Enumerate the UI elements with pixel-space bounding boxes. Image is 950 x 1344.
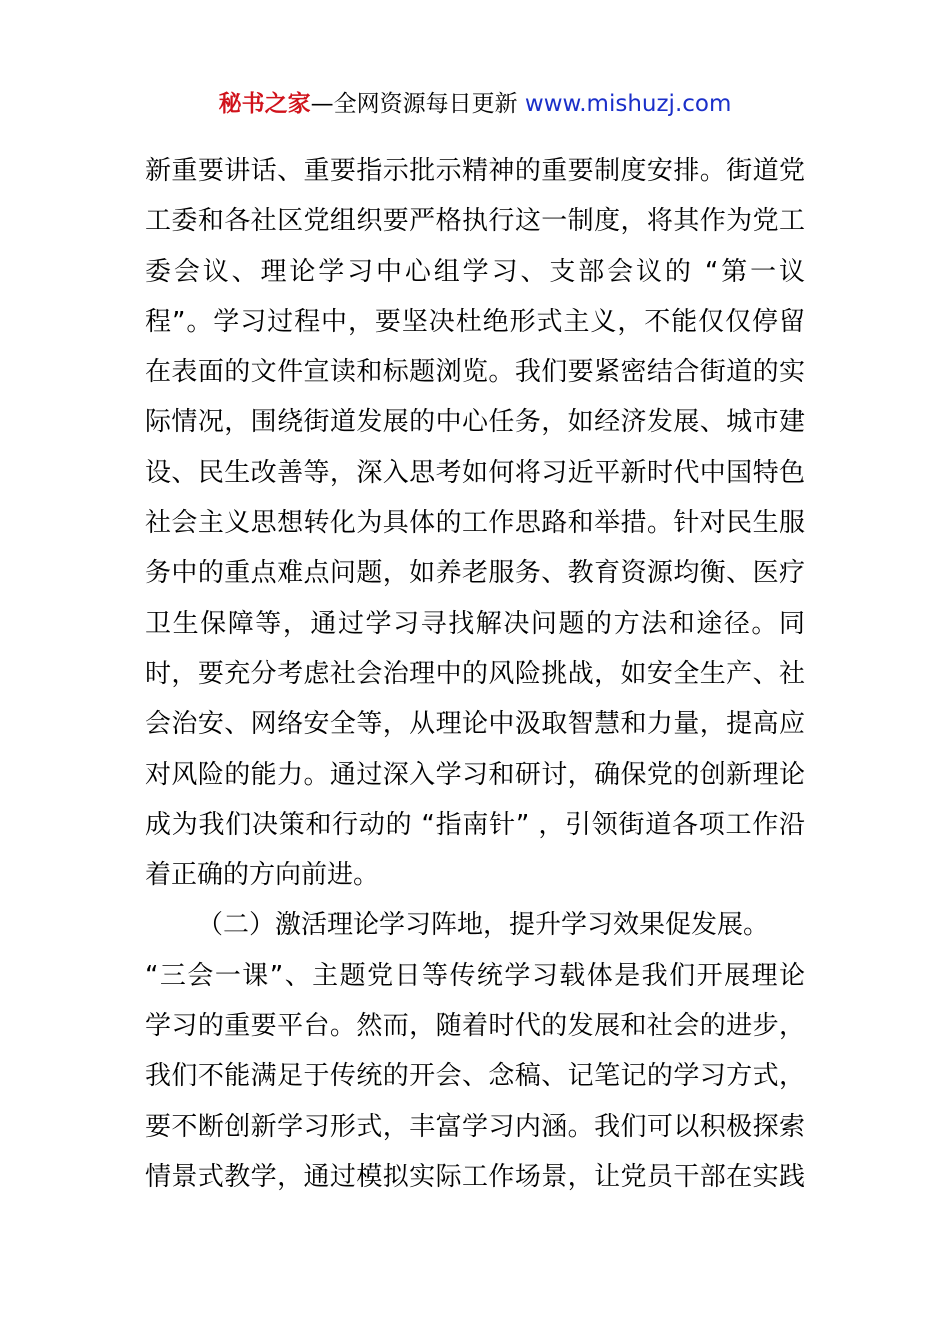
body-line: 成为我们决策和行动的 “指南针” ，引领街道各项工作沿 (145, 809, 805, 840)
body-line: 我们不能满足于传统的开会、念稿、记笔记的学习方式， (145, 1061, 805, 1092)
body-line: 要不断创新学习形式，丰富学习内涵。我们可以积极探索 (145, 1111, 805, 1142)
site-url-link[interactable]: www.mishuzj.com (524, 91, 732, 117)
body-line: 设、民生改善等，深入思考如何将习近平新时代中国特色 (145, 457, 805, 488)
body-line: 程”。学习过程中，要坚决杜绝形式主义，不能仅仅停留 (145, 306, 805, 337)
body-line: 在表面的文件宣读和标题浏览。我们要紧密结合街道的实 (145, 357, 805, 388)
document-body (145, 146, 805, 1202)
body-line: 时，要充分考虑社会治理中的风险挑战，如安全生产、社 (145, 658, 805, 689)
body-line: “三会一课”、主题党日等传统学习载体是我们开展理论 (145, 960, 805, 991)
body-line: 着正确的方向前进。 (145, 860, 380, 891)
body-line: 情景式教学，通过模拟实际工作场景，让党员干部在实践 (145, 1161, 805, 1192)
body-line: 工委和各社区党组织要严格执行这一制度，将其作为党工 (145, 206, 805, 237)
page-header (0, 86, 950, 122)
header-separator: — (310, 91, 334, 117)
body-line: 对风险的能力。通过深入学习和研讨，确保党的创新理论 (145, 759, 805, 790)
section-heading: （二）激活理论学习阵地，提升学习效果促发展。 (197, 910, 770, 941)
body-line: 务中的重点难点问题，如养老服务、教育资源均衡、医疗 (145, 558, 805, 589)
body-line: 学习的重要平台。然而，随着时代的发展和社会的进步， (145, 1011, 805, 1042)
body-line: 委会议、理论学习中心组学习、支部会议的 “第一议 (145, 256, 805, 287)
header-tagline: 全网资源每日更新 (333, 91, 518, 117)
body-line: 新重要讲话、重要指示批示精神的重要制度安排。街道党 (145, 156, 805, 186)
brand-name: 秘书之家 (218, 91, 311, 117)
body-line: 会治安、网络安全等，从理论中汲取智慧和力量，提高应 (145, 709, 805, 740)
body-line: 社会主义思想转化为具体的工作思路和举措。针对民生服 (145, 508, 805, 539)
body-line: 卫生保障等，通过学习寻找解决问题的方法和途径。同 (145, 608, 805, 639)
body-line: 际情况，围绕街道发展的中心任务，如经济发展、城市建 (145, 407, 805, 438)
